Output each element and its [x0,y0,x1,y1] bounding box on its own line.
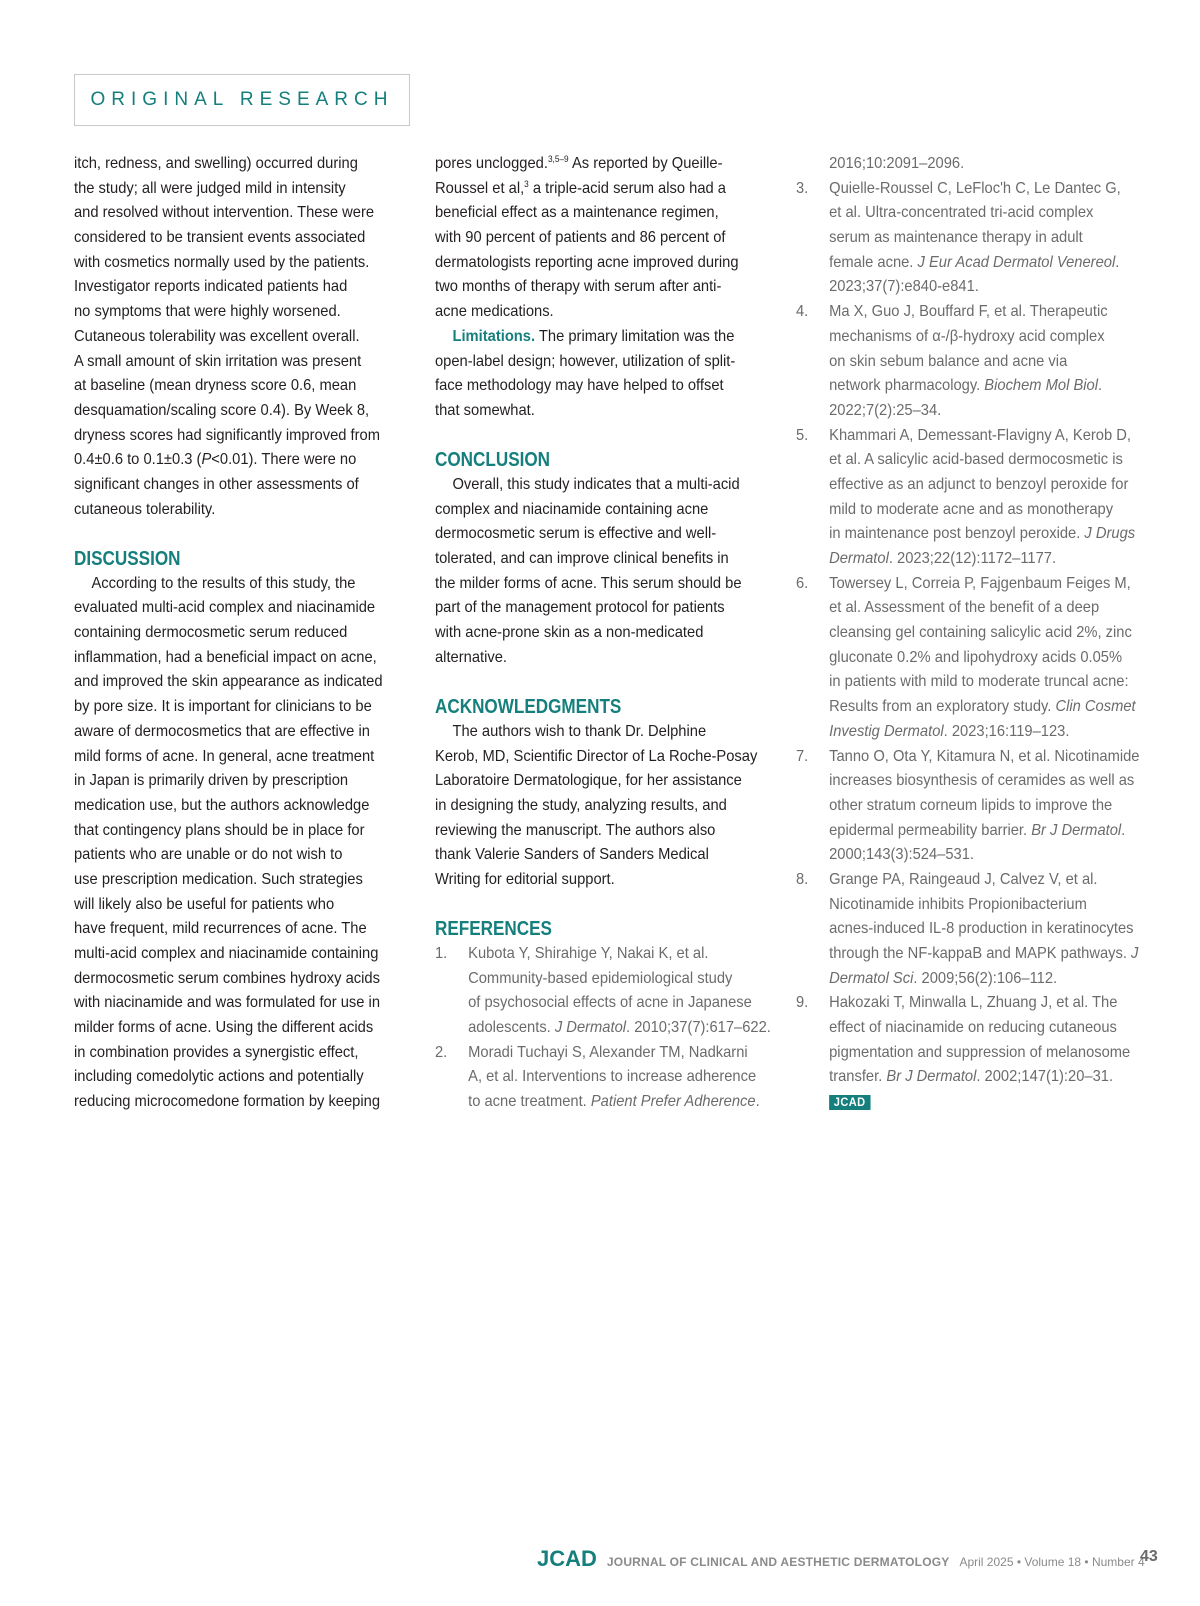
text-line: will likely also be useful for patients who [74,895,335,913]
conclusion-paragraph [435,473,757,671]
text-line: desquamation/scaling score 0.4). By Week 8, [74,401,370,419]
text-line: the study; all were judged mild in intensity [74,179,346,197]
text-line: two months of therapy with serum after anti- [435,278,722,296]
column-3 [796,152,1140,1115]
text-line: alternative. [435,648,508,666]
conclusion-heading: CONCLUSION [435,449,551,472]
reference-item: 3. Quielle-Roussel C, LeFloc'h C, Le Dantec G, et al. Ultra-concentrated tri-acid complex serum as maintenance therapy in adult female acne. J Eur Acad Dermatol Venereol. 2023;37(7):e840-e841. [796,179,1121,296]
text-line: According to the results of this study, the [91,574,356,592]
text-line: patients who are unable or do not wish to [74,846,343,864]
column-2 [435,152,771,1115]
text-line: with cosmetics normally used by the patients. [74,253,370,271]
text-line: Writing for editorial support. [435,870,615,888]
text-line: dryness scores had significantly improved from [74,426,380,444]
text-line: open-label design; however, utilization of split- [435,352,736,370]
text-line: Overall, this study indicates that a multi-acid [452,475,740,493]
text-line: inflammation, had a beneficial impact on acne, [74,648,377,666]
text-line: with niacinamide and was formulated for use in [74,994,381,1012]
text-line: and resolved without intervention. These were [74,204,375,222]
text-line: The authors wish to thank Dr. Delphine [452,722,707,740]
text-line: evaluated multi-acid complex and niacinamide [74,599,376,617]
reference-item: 5. Khammari A, Demessant-Flavigny A, Kerob D, et al. A salicylic acid-based dermocosmetic is effective as an adjunct to benzoyl peroxide for mild to moderate acne and as monotherapy in maintenance post benzoyl peroxide. J Drugs Dermatol. 2023;22(12):1172–1177. [796,426,1136,567]
limitations-line: Limitations. The primary limitation was the [452,327,735,345]
discussion-heading: DISCUSSION [74,548,181,570]
text-line: in combination provides a synergistic effect, [74,1043,359,1061]
limitations-paragraph [435,350,757,424]
text-line: multi-acid complex and niacinamide containing [74,945,379,962]
text-line: Roussel et al,$^3$ a triple-acid serum also had a [435,178,726,197]
text-line: Laboratoire Dermatologique, for her assistance [435,772,742,790]
discussion-continued [435,201,757,324]
issue-info: April 2025 • Volume 18 • Number 4 [959,1555,1145,1569]
text-line: itch, redness, and swelling) occurred during [74,155,358,172]
text-line: dermatologists reporting acne improved during [435,253,739,271]
text-line: tolerated, and can improve clinical benefits in [435,550,729,567]
reference-item: 4. Ma X, Guo J, Bouffard F, et al. Therapeutic mechanisms of α-/β-hydroxy acid complex on skin sebum balance and acne via network pharmacology. Biochem Mol Biol. 2022;7(2):25–34. [796,303,1108,419]
reference-continued: 2016;10:2091–2096. [829,155,965,172]
text-line: with acne-prone skin as a non-medicated [435,624,704,642]
section-banner [74,74,410,126]
text-line: that contingency plans should be in place for [74,821,365,839]
limitations-lead: Limitations. [452,327,536,345]
text-line: at baseline (mean dryness score 0.6, mean [74,377,357,395]
journal-logo: JCAD [537,1546,597,1571]
references-heading: REFERENCES [435,918,552,941]
acknowledgments-heading: ACKNOWLEDGMENTS [435,696,622,719]
reference-item: 2. Moradi Tuchayi S, Alexander TM, Nadkarni A, et al. Interventions to increase adherence to acne treatment. Patient Prefer Adherence. [435,1043,760,1111]
text-line: considered to be transient events associated [74,229,366,247]
reference-item: 7. Tanno O, Ota Y, Kitamura N, et al. Nicotinamide increases biosynthesis of ceramides as well as other stratum corneum lipids to improve the epidermal permeability barrier. Br J Dermatol. 2000;143(3):524–531. [796,747,1140,864]
section-label: ORIGINAL RESEARCH [90,89,394,110]
text-line: dermocosmetic serum is effective and well- [435,525,717,543]
text-line: complex and niacinamide containing acne [435,500,709,518]
text-line: cutaneous tolerability. [74,500,216,518]
text-line: no symptoms that were highly worsened. [74,303,341,321]
text-line: medication use, but the authors acknowledge [74,796,370,814]
reference-item: 6. Towersey L, Correia P, Fajgenbaum Feiges M, et al. Assessment of the benefit of a deep cleansing gel containing salicylic acid 2%, zinc gluconate 0.2% and lipohydroxy acids 0.05% in patients with mild to moderate truncal acne: Results from an exploratory study. Clin Cosmet Investig Dermatol. 2023;16:119–123. [796,574,1136,740]
text-line: milder forms of acne. Using the different acids [74,1019,374,1037]
text-line: with 90 percent of patients and 86 percent of [435,229,726,247]
text-line: the milder forms of acne. This serum should be [435,574,742,592]
text-line: acne medications. [435,303,554,321]
end-of-article-badge: JCAD [829,1095,870,1110]
text-line: in Japan is primarily driven by prescription [74,772,349,790]
acknowledgments-paragraph [435,720,757,893]
text-line: use prescription medication. Such strategies [74,870,363,888]
text-line: that somewhat. [435,401,535,419]
text-line: by pore size. It is important for clinicians to be [74,698,372,716]
journal-name: JOURNAL OF CLINICAL AND AESTHETIC DERMATOLOGY [606,1555,950,1569]
column-1 [74,152,397,1115]
text-line: Kerob, MD, Scientific Director of La Roche-Posay [435,747,758,765]
reference-item: 1. Kubota Y, Shirahige Y, Nakai K, et al. Community-based epidemiological study of psychosocial effects of acne in Japanese adolescents. J Dermatol. 2010;37(7):617–622. [435,945,771,1037]
text-line: beneficial effect as a maintenance regimen, [435,204,719,222]
text-line: part of the management protocol for patients [435,599,725,617]
reference-item: 9. Hakozaki T, Minwalla L, Zhuang J, et al. The effect of niacinamide on reducing cutaneous pigmentation and suppression of melanosome transfer. Br J Dermatol. 2002;147(1):20–31. [796,994,1131,1086]
text-line: aware of dermocosmetics that are effective in [74,722,370,740]
text-line: have frequent, mild recurrences of acne. The [74,920,367,938]
text-line: in designing the study, analyzing results, and [435,796,727,814]
reference-item: 8. Grange PA, Raingeaud J, Calvez V, et al. Nicotinamide inhibits Propionibacterium acnes-induced IL-8 production in keratinocytes through the NF-kappaB and MAPK pathways. J Dermatol Sci. 2009;56(2):106–112. [796,870,1139,987]
text-line: significant changes in other assessments of [74,475,359,493]
text-line: including comedolytic actions and potentially [74,1068,364,1086]
text-line: 0.4±0.6 to 0.1±0.3 (P<0.01). There were no [74,451,357,469]
text-line: containing dermocosmetic serum reduced [74,624,348,642]
text-line: and improved the skin appearance as indicated [74,673,383,691]
page-footer [537,1546,1145,1576]
text-line: face methodology may have helped to offset [435,377,724,395]
text-line: pores unclogged.$^{3,5-9}$ As reported by Queille- [435,154,723,172]
text-line: reviewing the manuscript. The authors also [435,821,716,839]
discussion-paragraph [74,572,397,1115]
text-line: Investigator reports indicated patients had [74,278,348,296]
text-line: mild forms of acne. In general, acne treatment [74,747,375,765]
text-line: reducing microcomedone formation by keeping [74,1093,381,1111]
text-line: Cutaneous tolerability was excellent overall. [74,327,360,345]
results-paragraph [74,152,397,522]
text-line: dermocosmetic serum combines hydroxy acids [74,969,380,987]
page-number: 43 [1140,1548,1158,1565]
text-line: thank Valerie Sanders of Sanders Medical [435,846,709,864]
text-line: A small amount of skin irritation was present [74,352,362,370]
